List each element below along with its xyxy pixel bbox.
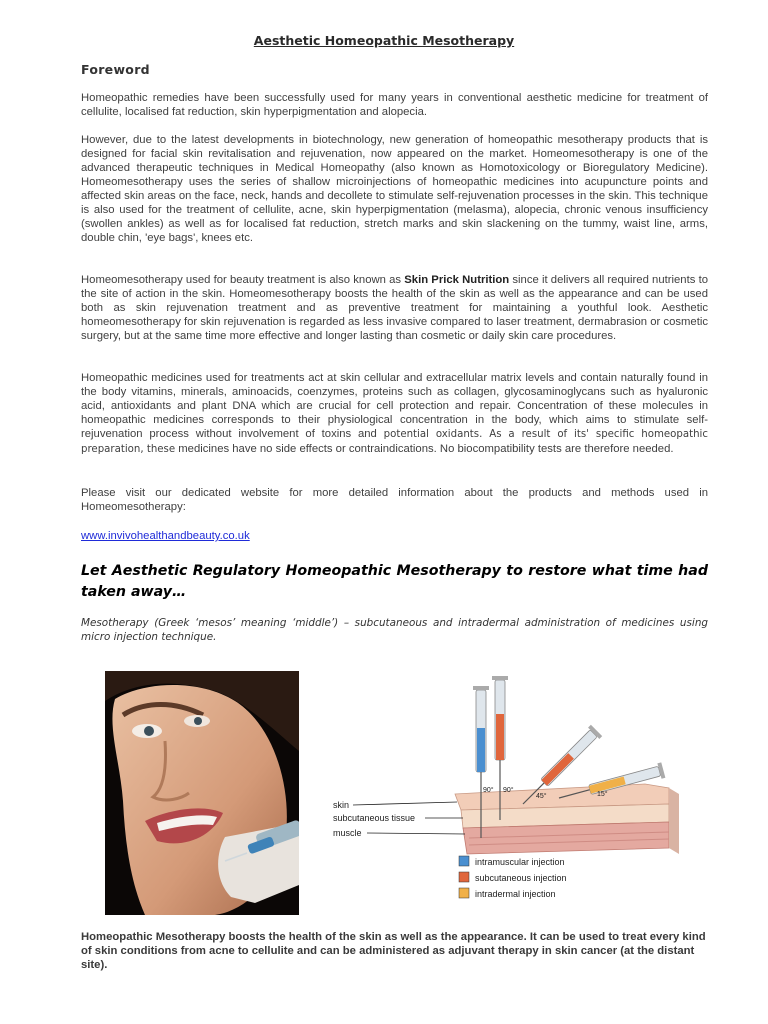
document-title: Aesthetic Homeopathic Mesotherapy <box>253 33 515 48</box>
paragraph-developments: However, due to the latest developments in biotechnology, new generation of homeopathic mesotherapy products that is designed for facial skin revitalisation and rejuvenation, now appeared on the market. Homeomesotherapy is one of the advanced therapeutic techniques in Medical Homeopathy (also known as Homotoxicology or Bioregulatory Medicine). Homeomesotherapy uses the series of shallow microinjections of homeopathic medicines into acupuncture points and affected skin areas on the face, neck, hands and decollete to stimulate self-rejuvenation processes in the skin. This technique is also used for the treatment of cellulite, acne, skin hyperpigmentation (melasma), alopecia, chronic venous insufficiency (swollen ankles) as well as for localised fat reduction, stretch marks and skin slackening on the tummy, waist line, arms, double chin, 'eye bags', knees etc. <box>81 134 708 244</box>
angle-label-4: 15° <box>597 791 608 798</box>
muscle-layer <box>463 822 669 854</box>
angle-label-1: 90° <box>483 787 494 794</box>
legend-label-subcutaneous: subcutaneous injection <box>475 873 567 883</box>
paragraph-text: medicines have no side effects or contraindications. No biocompatibility tests are therefore needed. <box>175 443 674 455</box>
legend-label-intradermal: intradermal injection <box>475 889 556 899</box>
angle-label-3: 45° <box>536 793 547 800</box>
legend-swatch-intramuscular <box>459 856 469 866</box>
legend-label-intramuscular: intramuscular injection <box>475 857 565 867</box>
summary-paragraph: Homeopathic Mesotherapy boosts the health of the skin as well as the appearance. It can be used to treat every kind of skin conditions from acne to cellulite and can be administered as adjuvant therapy in skin cancer (at the distant site). <box>81 931 706 971</box>
face-injection-photo <box>105 671 299 915</box>
paragraph-skin-prick-nutrition <box>81 273 708 343</box>
layer-label-muscle: muscle <box>333 828 362 838</box>
injection-angles-diagram <box>323 672 683 912</box>
skin-prick-nutrition-term: Skin Prick Nutrition <box>404 274 510 286</box>
paragraph-text: Homeopathic medicines used for treatments act at skin cellular and extracellular matrix levels and contain naturally found in the body vitamins, minerals, aminoacids, coenzymes, proteins such as collagen, glycosaminoglycans such as hyaluronic acid, antioxidants and plant DNA which are crucial for cell protection and repair. Concentration of these molecules in homeopathic medicines corresponds to their physiological concentration in the body, which aims to stimulate self-rejuvenation process without involvement of toxins and <box>81 372 708 440</box>
mesotherapy-definition: Mesotherapy (Greek ‘mesos’ meaning ‘middle’) – subcutaneous and intradermal administration of medicines using micro injection technique. <box>81 617 708 643</box>
angle-label-2: 90° <box>503 787 514 794</box>
legend-swatch-intradermal <box>459 888 469 898</box>
paragraph-text-small: potential oxidants. As a result of its' specific homeopathic preparation, these <box>81 429 708 455</box>
paragraph-medicines <box>81 371 708 457</box>
foreword-heading: Foreword <box>81 62 150 77</box>
paragraph-intro: Homeopathic remedies have been successfully used for many years in conventional aesthetic medicine for treatment of cellulite, localised fat reduction, skin hyperpigmentation and alopecia. <box>81 92 708 118</box>
layer-label-skin: skin <box>333 800 350 810</box>
legend-swatch-subcutaneous <box>459 872 469 882</box>
paragraph-text: Homeomesotherapy used for beauty treatment is also known as <box>81 274 405 286</box>
website-link[interactable]: www.invivohealthandbeauty.co.uk <box>81 530 250 542</box>
headline: Let Aesthetic Regulatory Homeopathic Mesotherapy to restore what time had taken away… <box>81 563 708 600</box>
layer-label-subcutaneous: subcutaneous tissue <box>333 813 416 823</box>
paragraph-text: since it delivers all required nutrients to the site of action in the skin. Homeomesotherapy boosts the health of the skin as well as the appearance and can be used both as skin rejuvenation treatment and as preventive treatment for maintaining a youthful look. Aesthetic homeomesotherapy for skin rejuvenation is regarded as less invasive compared to laser treatment, dermabrasion or cosmetic surgery, but at the same time more effective and longer lasting than cosmetic or daily skin care procedures. <box>81 274 708 342</box>
paragraph-visit-website: Please visit our dedicated website for more detailed information about the products and methods used in Homeomesotherapy: <box>81 487 708 513</box>
